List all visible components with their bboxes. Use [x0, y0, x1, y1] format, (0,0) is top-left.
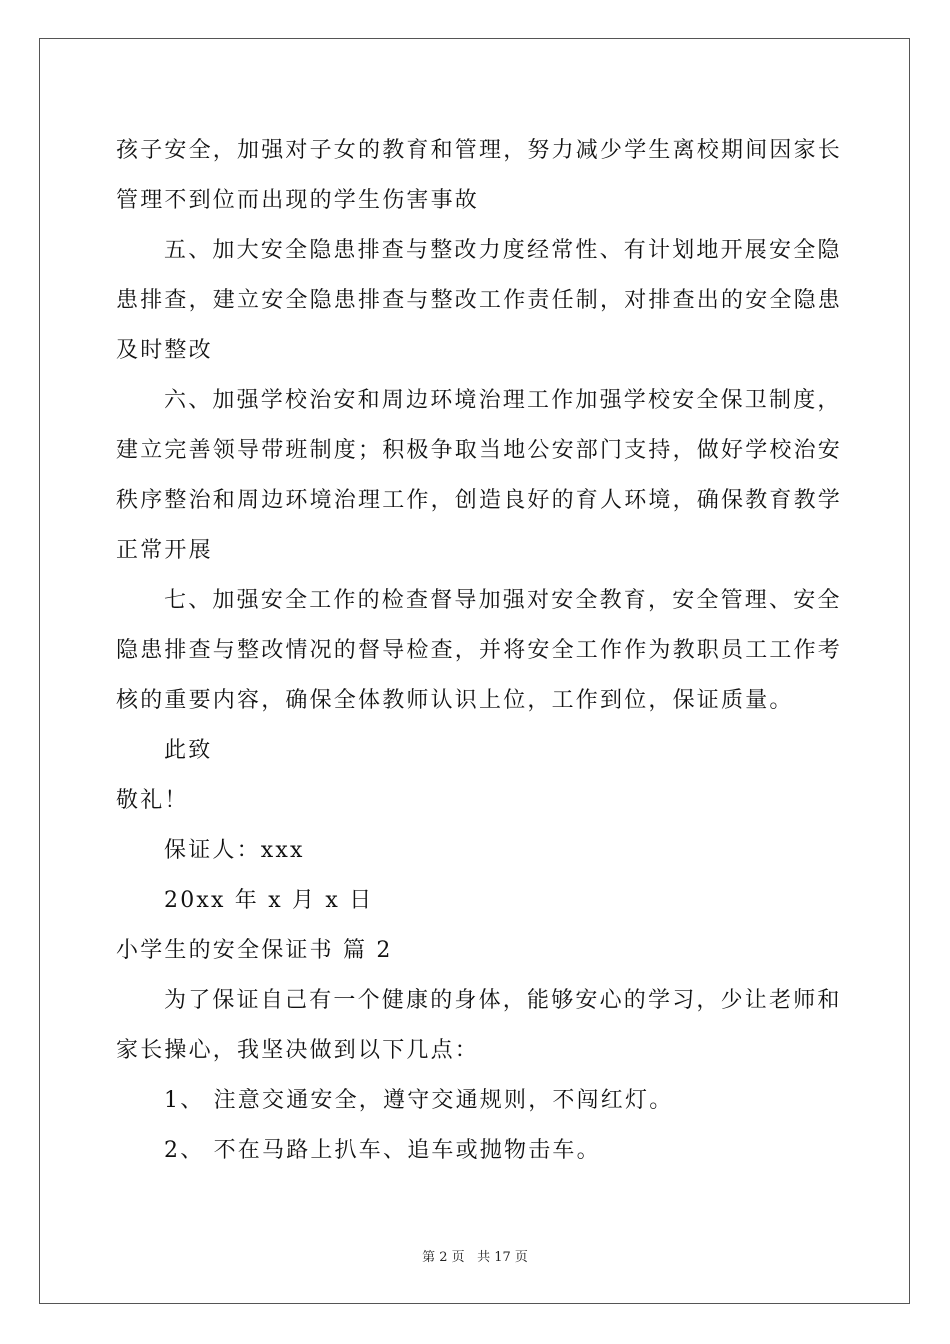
page-number: 第 2 页	[422, 1250, 465, 1265]
text-line: 患排查，建立安全隐患排查与整改工作责任制，对排查出的安全隐患	[116, 288, 843, 313]
text-line: 五、加大安全隐患排查与整改力度经常性、有计划地开展安全隐	[164, 238, 842, 263]
text-line: 家长操心，我坚决做到以下几点：	[116, 1038, 480, 1063]
text-line: 管理不到位而出现的学生伤害事故	[116, 188, 480, 213]
text-line: 隐患排查与整改情况的督导检查，并将安全工作作为教职员工工作考	[116, 638, 843, 663]
text-line: 敬礼！	[116, 788, 189, 813]
text-line: 为了保证自己有一个健康的身体，能够安心的学习，少让老师和	[164, 988, 842, 1013]
text-line: 1、 注意交通安全，遵守交通规则，不闯红灯。	[164, 1088, 674, 1113]
page-footer	[0, 1246, 950, 1265]
text-line: 正常开展	[116, 538, 213, 563]
text-line: 七、加强安全工作的检查督导加强对安全教育，安全管理、安全	[164, 588, 842, 613]
text-line: 此致	[164, 738, 213, 763]
text-line: 六、加强学校治安和周边环境治理工作加强学校安全保卫制度，	[164, 388, 842, 413]
text-line: 核的重要内容，确保全体教师认识上位，工作到位，保证质量。	[116, 688, 794, 713]
text-line: 及时整改	[116, 338, 213, 363]
text-line: 20xx 年 x 月 x 日	[164, 888, 374, 913]
text-line: 孩子安全，加强对子女的教育和管理，努力减少学生离校期间因家长	[116, 138, 843, 163]
text-line: 小学生的安全保证书 篇 2	[116, 938, 393, 963]
text-line: 保证人：xxx	[164, 838, 305, 863]
text-line: 2、 不在马路上扒车、追车或抛物击车。	[164, 1138, 601, 1163]
page-total: 共 17 页	[477, 1250, 528, 1265]
document-body	[116, 126, 843, 1176]
text-line: 秩序整治和周边环境治理工作，创造良好的育人环境，确保教育教学	[116, 488, 843, 513]
text-line: 建立完善领导带班制度；积极争取当地公安部门支持，做好学校治安	[116, 438, 843, 463]
